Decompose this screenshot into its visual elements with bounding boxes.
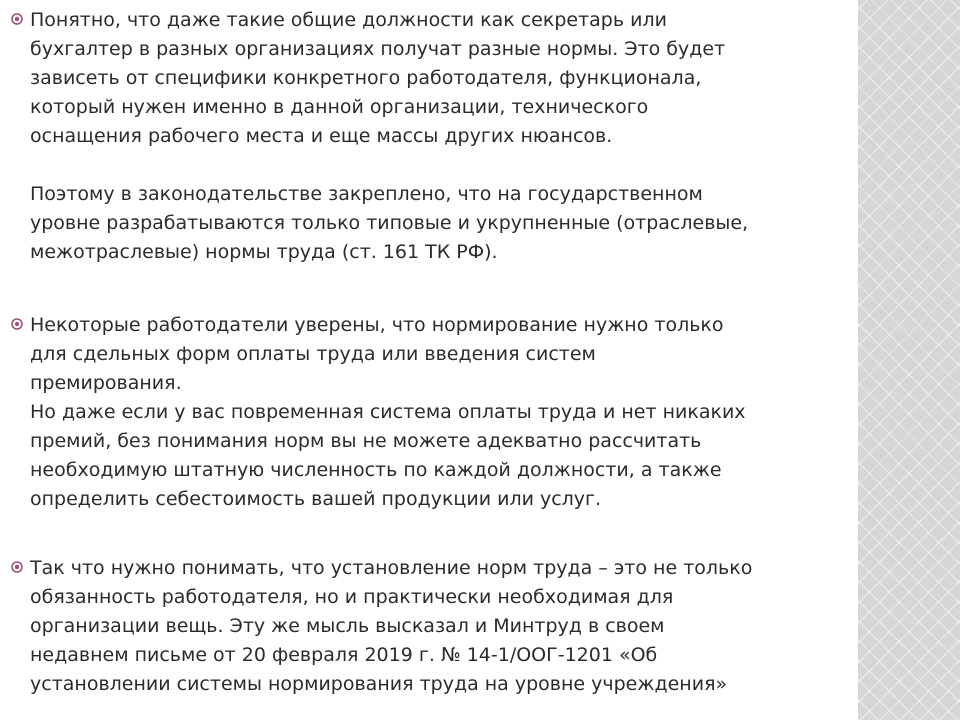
text-line: Но даже если у вас повременная система оплаты труда и нет никаких <box>30 401 746 423</box>
text-line: премирования. <box>30 372 182 394</box>
circle-bullet-icon <box>10 560 24 574</box>
text-line: межотраслевые) нормы труда (ст. 161 ТК РФ). <box>30 241 498 263</box>
bullet-item-2 <box>10 311 850 514</box>
bullet-text <box>30 6 850 267</box>
text-line: который нужен именно в данной организации, технического <box>30 96 649 118</box>
text-line: необходимую штатную численность по каждой должности, а также <box>30 459 722 481</box>
bullet-text <box>30 311 850 514</box>
text-line: оснащения рабочего места и еще массы других нюансов. <box>30 125 613 147</box>
bullet-item-3 <box>10 554 850 699</box>
text-line: зависеть от специфики конкретного работодателя, функционала, <box>30 67 702 89</box>
text-line: Так что нужно понимать, что установление норм труда – это не только <box>30 557 753 579</box>
text-line: организации вещь. Эту же мысль высказал и Минтруд в своем <box>30 615 665 637</box>
decorative-side-panel <box>858 0 960 720</box>
text-line: установлении системы нормирования труда на уровне учреждения» <box>30 673 728 695</box>
text-line: Понятно, что даже такие общие должности как секретарь или <box>30 9 667 31</box>
text-line: определить себестоимость вашей продукции или услуг. <box>30 488 602 510</box>
text-line: Поэтому в законодательстве закреплено, что на государственном <box>30 183 703 205</box>
text-line: недавнем письме от 20 февраля 2019 г. № 14-1/ООГ-1201 «Об <box>30 644 658 666</box>
circle-bullet-icon <box>10 12 24 26</box>
text-line: бухгалтер в разных организациях получат разные нормы. Это будет <box>30 38 726 60</box>
paragraph-gap <box>30 151 850 180</box>
text-line: премий, без понимания норм вы не можете адекватно рассчитать <box>30 430 702 452</box>
bullet-text <box>30 554 850 699</box>
bullet-item-1 <box>10 6 850 267</box>
text-line: Некоторые работодатели уверены, что нормирование нужно только <box>30 314 724 336</box>
text-line: уровне разрабатываются только типовые и укрупненные (отраслевые, <box>30 212 749 234</box>
text-line: обязанность работодателя, но и практически необходимая для <box>30 586 674 608</box>
circle-bullet-icon <box>10 317 24 331</box>
text-line: для сдельных форм оплаты труда или введения систем <box>30 343 596 365</box>
